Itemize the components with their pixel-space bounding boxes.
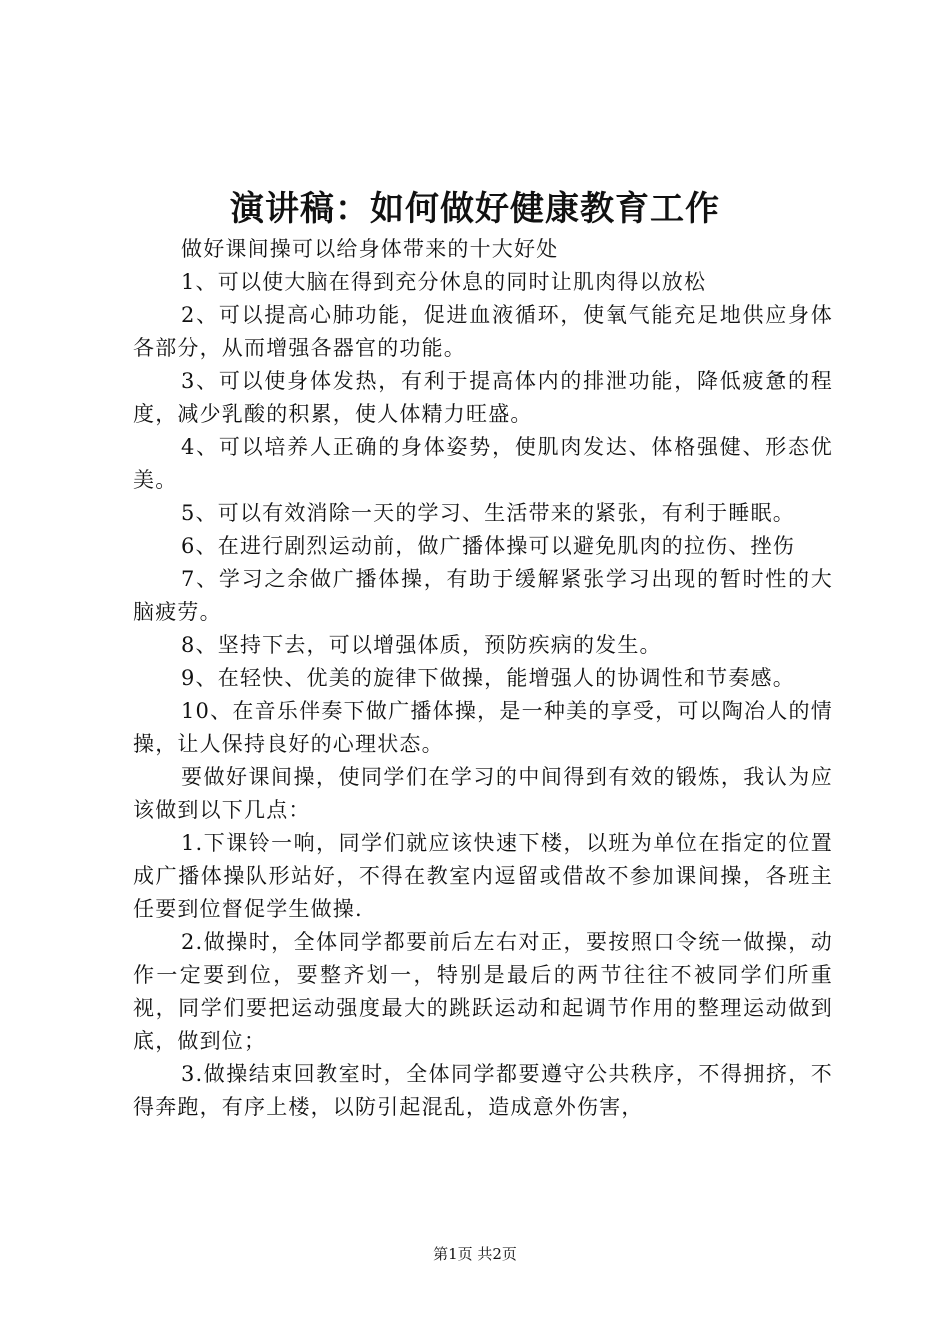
paragraph: 2、可以提高心肺功能，促进血液循环，使氧气能充足地供应身体各部分，从而增强各器官的功能。: [133, 303, 833, 360]
document-body: [133, 233, 833, 1124]
paragraph: 8、坚持下去，可以增强体质，预防疾病的发生。: [181, 633, 662, 657]
paragraph: 要做好课间操，使同学们在学习的中间得到有效的锻炼，我认为应该做到以下几点：: [133, 765, 833, 822]
paragraph: 1、可以使大脑在得到充分休息的同时让肌肉得以放松: [181, 270, 707, 294]
paragraph: 1.下课铃一响，同学们就应该快速下楼，以班为单位在指定的位置成广播体操队形站好，不得在教室内逗留或借故不参加课间操，各班主任要到位督促学生做操.: [133, 831, 833, 921]
paragraph: 5、可以有效消除一天的学习、生活带来的紧张，有利于睡眠。: [181, 501, 795, 525]
paragraph: 7、学习之余做广播体操，有助于缓解紧张学习出现的暂时性的大脑疲劳。: [133, 567, 833, 624]
page-footer: 第1页 共2页: [433, 1245, 517, 1263]
paragraph: 9、在轻快、优美的旋律下做操，能增强人的协调性和节奏感。: [181, 666, 795, 690]
page-title: 演讲稿：如何做好健康教育工作: [230, 189, 720, 229]
paragraph: 2.做操时，全体同学都要前后左右对正，要按照口令统一做操，动作一定要到位，要整齐划一，特别是最后的两节往往不被同学们所重视，同学们要把运动强度最大的跳跃运动和起调节作用的整理运动做到底，做到位；: [133, 930, 833, 1053]
paragraph: 做好课间操可以给身体带来的十大好处: [181, 237, 559, 261]
paragraph: 3、可以使身体发热，有利于提高体内的排泄功能，降低疲惫的程度，减少乳酸的积累，使人体精力旺盛。: [133, 369, 833, 426]
paragraph: 10、在音乐伴奏下做广播体操，是一种美的享受，可以陶冶人的情操，让人保持良好的心理状态。: [133, 699, 833, 756]
paragraph: 3.做操结束回教室时，全体同学都要遵守公共秩序，不得拥挤，不得奔跑，有序上楼，以防引起混乱，造成意外伤害，: [133, 1062, 833, 1119]
paragraph: 4、可以培养人正确的身体姿势，使肌肉发达、体格强健、形态优美。: [133, 435, 833, 492]
paragraph: 6、在进行剧烈运动前，做广播体操可以避免肌肉的拉伤、挫伤: [181, 534, 795, 558]
